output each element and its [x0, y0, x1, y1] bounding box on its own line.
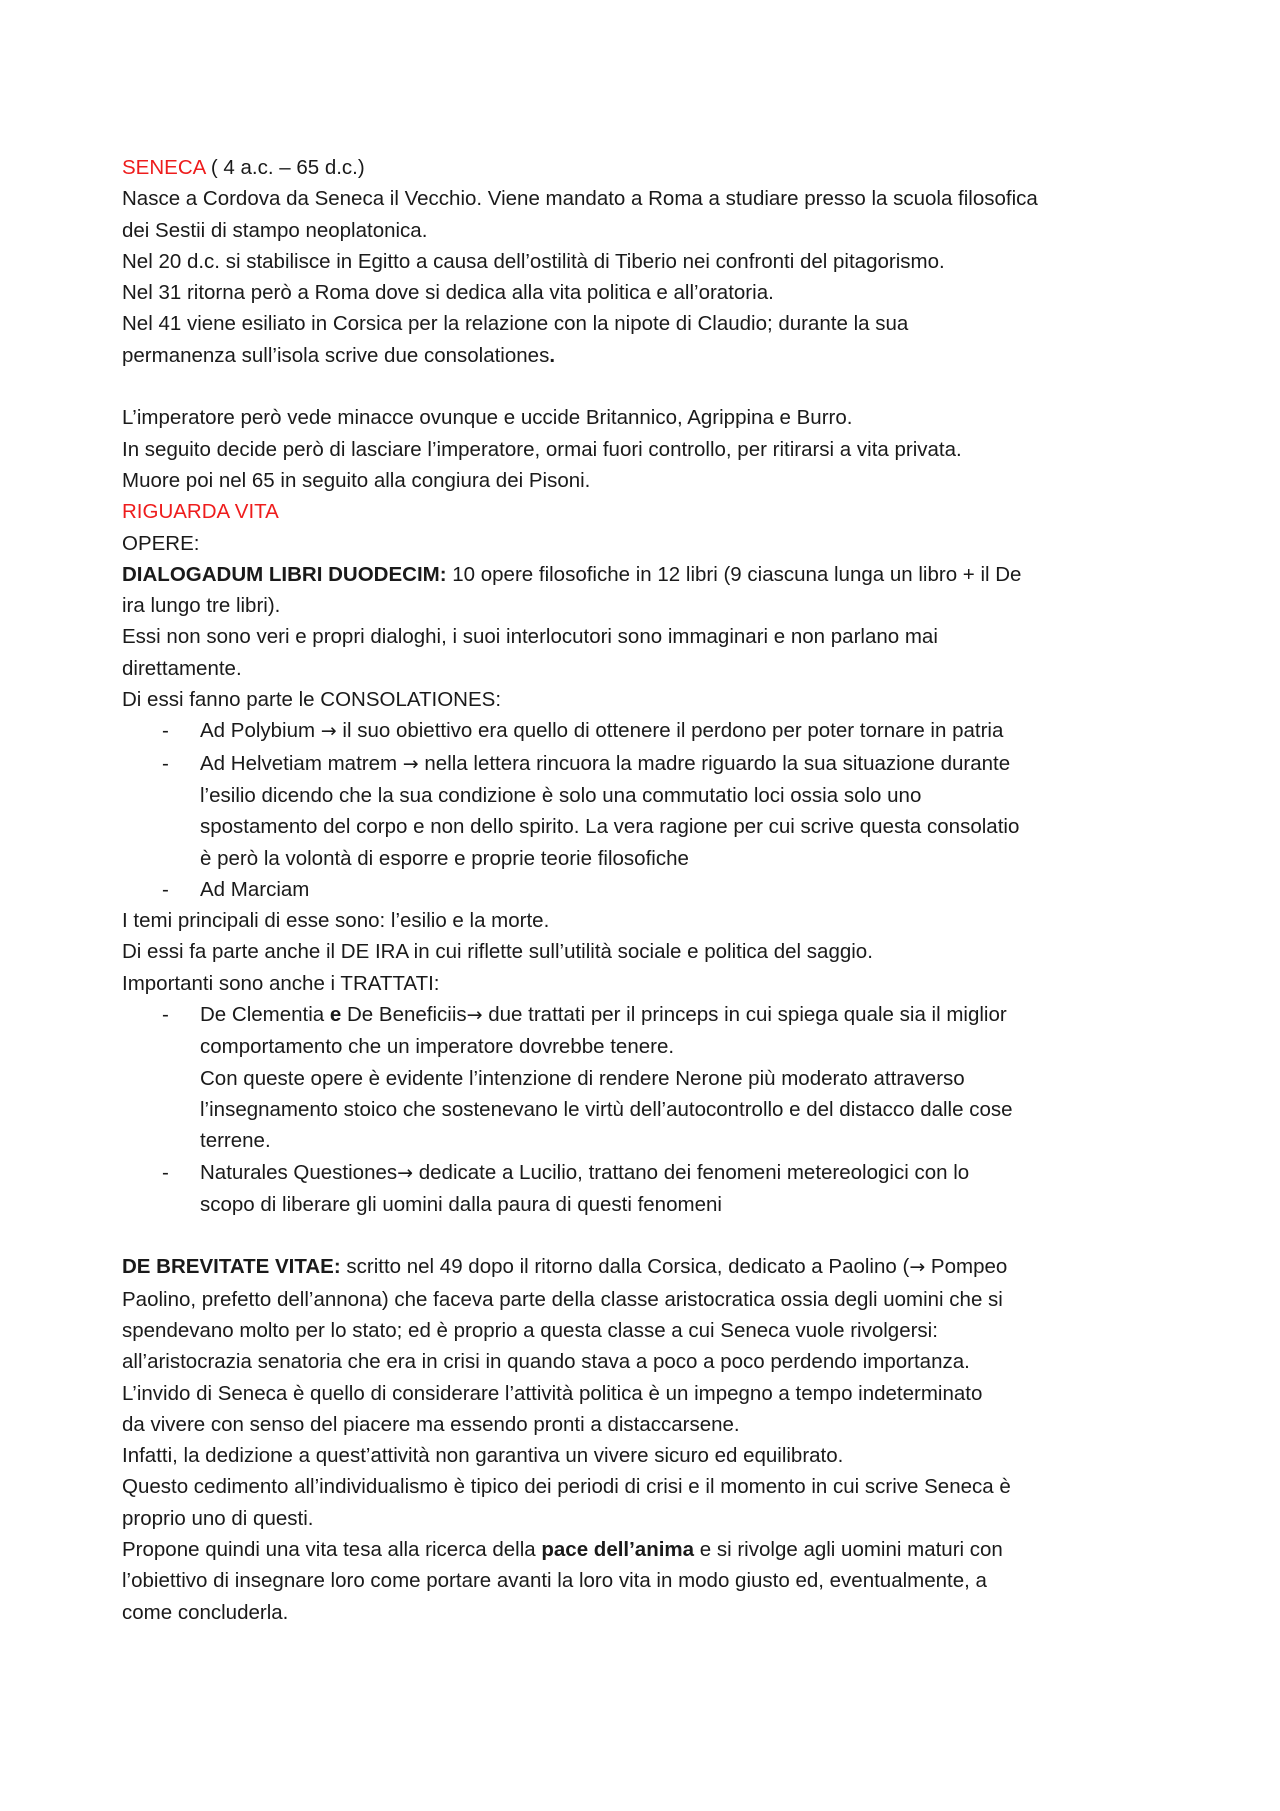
item-text: nella lettera rincuora la madre riguardo la sua situazione durante: [418, 751, 1011, 775]
brevitate-line-4: all’aristocrazia senatoria che era in crisi in quando stava a poco a poco perdendo importanza.: [122, 1350, 970, 1374]
item-name: Naturales Questiones: [200, 1160, 398, 1184]
blank-line: [122, 1220, 1172, 1251]
arrow-right-icon: →: [397, 1161, 414, 1184]
bio-line-7: L’imperatore però vede minacce ovunque e uccide Britannico, Agrippina e Burro.: [122, 406, 853, 430]
section-riguarda-vita: RIGUARDA VITA: [122, 500, 279, 524]
list-dash: -: [162, 1160, 169, 1184]
list-item-ad-polybium: [122, 715, 1172, 747]
temi-line-2: Di essi fa parte anche il DE IRA in cui riflette sull’utilità sociale e politica del saggio.: [122, 940, 873, 964]
brevitate-line-1-end: Pompeo: [925, 1255, 1008, 1279]
list-item-continuation: è però la volontà di esporre e proprie teorie filosofiche: [200, 846, 689, 870]
item-name: De Clementia: [200, 1003, 330, 1027]
seneca-dates: ( 4 a.c. – 65 d.c.): [205, 156, 365, 179]
brevitate-line-10-c: e si rivolge agli uomini maturi con: [694, 1538, 1003, 1562]
list-item-continuation: terrene.: [200, 1129, 271, 1153]
list-item-continuation: spostamento del corpo e non dello spirito. La vera ragione per cui scrive questa consolatio: [200, 815, 1020, 839]
brevitate-line-11: l’obiettivo di insegnare loro come portare avanti la loro vita in modo giusto ed, eventualmente, a: [122, 1569, 987, 1593]
bio-line-3: Nel 20 d.c. si stabilisce in Egitto a causa dell’ostilità di Tiberio nei confronti del pitagorismo.: [122, 249, 945, 273]
blank-line: [122, 371, 1172, 402]
item-text: dedicate a Lucilio, trattano dei fenomeni metereologici con lo: [413, 1160, 970, 1184]
item-conjunction: e: [329, 1003, 342, 1027]
bio-line-6: [122, 340, 1172, 371]
dialogi-title: DIALOGADUM LIBRI DUODECIM:: [122, 562, 447, 586]
list-item-continuation: l’esilio dicendo che la sua condizione è solo una commutatio loci ossia solo uno: [200, 783, 922, 807]
list-item-continuation: l’insegnamento stoico che sostenevano le virtù dell’autocontrollo e del distacco dalle cose: [200, 1097, 1013, 1121]
heading-seneca: [122, 152, 1172, 183]
brevitate-line-3: spendevano molto per lo stato; ed è proprio a questa classe a cui Seneca vuole rivolgersi:: [122, 1318, 938, 1342]
item-name: De Beneficiis: [341, 1003, 467, 1027]
brevitate-line-1-text: scritto nel 49 dopo il ritorno dalla Corsica, dedicato a Paolino (: [340, 1255, 910, 1279]
item-text: due trattati per il princeps in cui spiega quale sia il miglior: [482, 1003, 1007, 1027]
item-name: Ad Polybium: [200, 719, 321, 743]
brevitate-pace-anima: pace dell’anima: [541, 1538, 695, 1562]
dialogi-line-1: [122, 559, 1172, 590]
brevitate-line-7: Infatti, la dedizione a quest’attività non garantiva un vivere sicuro ed equilibrato.: [122, 1444, 844, 1468]
bio-line-1: Nasce a Cordova da Seneca il Vecchio. Viene mandato a Roma a studiare presso la scuola filosofica: [122, 187, 1038, 211]
brevitate-line-1: [122, 1251, 1172, 1283]
arrow-right-icon: →: [466, 1004, 483, 1027]
bio-line-4: Nel 31 ritorna però a Roma dove si dedica alla vita politica e all’oratoria.: [122, 281, 774, 305]
list-dash: -: [162, 719, 169, 743]
list-item-ad-helvetiam: [122, 748, 1172, 780]
opere-label: OPERE:: [122, 531, 200, 555]
list-dash: -: [162, 877, 169, 901]
brevitate-line-2: Paolino, prefetto dell’annona) che faceva parte della classe aristocratica ossia degli uomini che si: [122, 1287, 1003, 1311]
list-item-continuation: scopo di liberare gli uomini dalla paura di questi fenomeni: [200, 1192, 722, 1216]
arrow-right-icon: →: [320, 720, 337, 743]
brevitate-line-9: proprio uno di questi.: [122, 1506, 314, 1530]
list-dash: -: [162, 751, 169, 775]
dialogi-line-2: ira lungo tre libri).: [122, 594, 281, 618]
bio-line-2: dei Sestii di stampo neoplatonica.: [122, 218, 428, 242]
item-name: Ad Marciam: [200, 877, 310, 901]
list-item-ad-marciam: [122, 874, 1172, 905]
bio-line-6-period: .: [549, 343, 556, 367]
brevitate-line-5: L’invido di Seneca è quello di considerare l’attività politica è un impegno a tempo indeterminato: [122, 1381, 983, 1405]
dialogi-line-4: direttamente.: [122, 656, 242, 680]
brevitate-line-12: come concluderla.: [122, 1600, 289, 1624]
seneca-title: SENECA: [122, 156, 206, 179]
item-name: Ad Helvetiam matrem: [200, 751, 403, 775]
bio-line-9: Muore poi nel 65 in seguito alla congiura dei Pisoni.: [122, 468, 591, 492]
arrow-right-icon: →: [402, 752, 419, 775]
brevitate-line-10-a: Propone quindi una vita tesa alla ricerca della: [122, 1538, 542, 1562]
bio-line-6-text: permanenza sull’isola scrive due consolationes: [122, 343, 550, 367]
list-item-naturales-questiones: [122, 1157, 1172, 1189]
temi-line-1: I temi principali di esse sono: l’esilio e la morte.: [122, 909, 550, 933]
bio-line-5: Nel 41 viene esiliato in Corsica per la relazione con la nipote di Claudio; durante la sua: [122, 312, 909, 336]
document-page: [122, 152, 1172, 1628]
list-item-continuation: comportamento che un imperatore dovrebbe tenere.: [200, 1035, 675, 1059]
dialogi-line-1-text: 10 opere filosofiche in 12 libri (9 ciascuna lunga un libro + il De: [446, 562, 1022, 586]
brevitate-line-10: [122, 1534, 1172, 1565]
arrow-right-icon: →: [909, 1256, 926, 1279]
list-item-continuation: Con queste opere è evidente l’intenzione di rendere Nerone più moderato attraverso: [200, 1066, 965, 1090]
brevitate-line-6: da vivere con senso del piacere ma essendo pronti a distaccarsene.: [122, 1412, 740, 1436]
dialogi-line-5: Di essi fanno parte le CONSOLATIONES:: [122, 688, 502, 712]
dialogi-line-3: Essi non sono veri e propri dialoghi, i suoi interlocutori sono immaginari e non parlano mai: [122, 625, 938, 649]
list-item-de-clementia: [122, 999, 1172, 1031]
temi-line-3: Importanti sono anche i TRATTATI:: [122, 971, 440, 995]
brevitate-line-8: Questo cedimento all’individualismo è tipico dei periodi di crisi e il momento in cui scrive Seneca è: [122, 1475, 1011, 1499]
item-text: il suo obiettivo era quello di ottenere il perdono per poter tornare in patria: [336, 719, 1004, 743]
list-dash: -: [162, 1003, 169, 1027]
brevitate-title: DE BREVITATE VITAE:: [122, 1255, 341, 1279]
bio-line-8: In seguito decide però di lasciare l’imperatore, ormai fuori controllo, per ritirarsi a vita privata.: [122, 437, 962, 461]
